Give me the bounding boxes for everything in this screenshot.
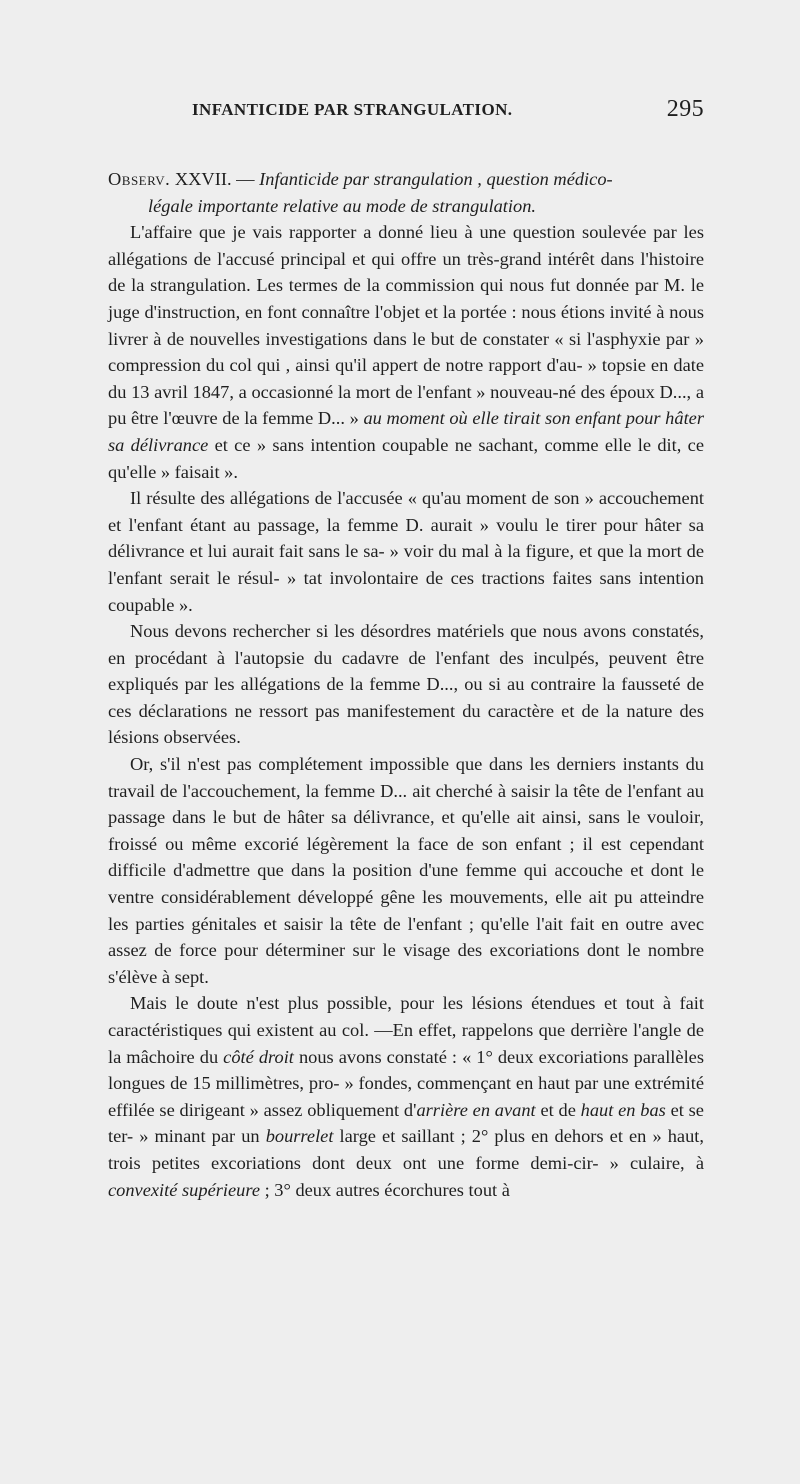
paragraph-1-italic: au moment où elle tirait son enfant pour hâter sa délivrance	[108, 408, 704, 455]
paragraph-5-text-c: et de	[535, 1099, 581, 1120]
observation-dash: —	[236, 169, 255, 189]
paragraph-3: Nous devons rechercher si les désordres matériels que nous avons constatés, en procédant à l'autopsie du cadavre de l'enfant des inculpés, peuvent être expliqués par les allégations de la femme D..., ou si au contraire la fausseté de ces déclarations ne ressort pas manifestement du caractère et de la nature des lésions observées.	[108, 621, 704, 748]
paragraph-5-italic-2: arrière en avant	[416, 1099, 536, 1120]
paragraph-5-text-b: nous avons constaté : « 1° deux excoriations parallèles longues de 15 millimètres, pro- » fondes, commençant en haut par une extrémité effilée se dirigeant » assez obliquement d'	[108, 1046, 705, 1120]
paragraph-5	[108, 990, 704, 1203]
paragraph-1-text-b: et ce » sans intention coupable ne sachant, comme elle le dit, ce qu'elle » faisait ».	[108, 434, 704, 482]
page-number: 295	[666, 96, 704, 122]
observation-number: XXVII.	[174, 169, 232, 189]
paragraph-5-text-f: ; 3° deux autres écorchures tout à	[260, 1179, 510, 1200]
running-head	[192, 96, 704, 126]
paragraph-5-text-e: large et saillant ; 2° plus en dehors et en » haut, trois petites excoriations dont deux ont une forme demi-cir- » culaire, à	[108, 1126, 704, 1173]
paragraph-5-italic-4: bourrelet	[265, 1126, 334, 1147]
observation-title-part2: légale importante relative au mode de strangulation.	[148, 195, 537, 216]
paragraph-1	[108, 219, 704, 485]
observation-heading	[108, 166, 704, 219]
running-title: INFANTICIDE PAR STRANGULATION.	[192, 100, 513, 119]
observation-title-part1: Infanticide par strangulation , question médico-	[259, 169, 613, 189]
observation-label: Observ.	[108, 169, 171, 189]
paragraph-1-text-a: L'affaire que je vais rapporter a donné lieu à une question soulevée par les allégations de l'accusé principal et qui offre un très-grand intérêt dans l'histoire de la strangulation. Les termes de la commission qui nous fut donnée par M. le juge d'instruction, en font connaître l'objet et la portée : nous étions invité à nous livrer à de nouvelles investigations dans le but de constater « si l'asphyxie par » compression du col qui , ainsi qu'il appert de notre rapport d'au- » topsie en date du 13 avril 1847, a occasionné la mort de l'enfant » nouveau-né des époux D..., a pu être l'œuvre de la femme D... »	[108, 222, 704, 429]
body-text	[108, 166, 704, 1203]
paragraph-5-italic-5: convexité supérieure	[108, 1179, 260, 1200]
paragraph-5-italic-3: haut en bas	[580, 1099, 666, 1120]
paragraph-5-text-d: et se ter- » minant par un	[108, 1099, 704, 1147]
paragraph-5-text-a: Mais le doute n'est plus possible, pour les lésions étendues et tout à fait caractéristiques qui existent au col. —En effet, rappelons que derrière l'angle de la mâchoire du	[108, 993, 704, 1067]
paragraph-5-italic-1: côté droit	[223, 1046, 294, 1067]
paragraph-2: Il résulte des allégations de l'accusée « qu'au moment de son » accouchement et l'enfant étant au passage, la femme D. aurait » voulu le tirer pour hâter sa délivrance et lui aurait fait sans le sa- » voir du mal à la figure, et que la mort de l'enfant serait le résul- » tat involontaire de ces tractions faites sans intention coupable ».	[108, 488, 704, 615]
paragraph-4: Or, s'il n'est pas complétement impossible que dans les derniers instants du travail de l'accouchement, la femme D... ait cherché à saisir la tête de l'enfant au passage dans le but de hâter sa délivrance, et qu'elle ait ainsi, sans le vouloir, froissé ou même excorié légèrement la face de son enfant ; il est cependant difficile d'admettre que dans la position d'une femme qui accouche et dont le ventre considérablement développé gêne les mouvements, elle ait pu atteindre les parties génitales et saisir la tête de l'enfant ; qu'elle l'ait fait en outre avec assez de force pour déterminer sur le visage des excoriations dont le nombre s'élève à sept.	[108, 754, 704, 987]
